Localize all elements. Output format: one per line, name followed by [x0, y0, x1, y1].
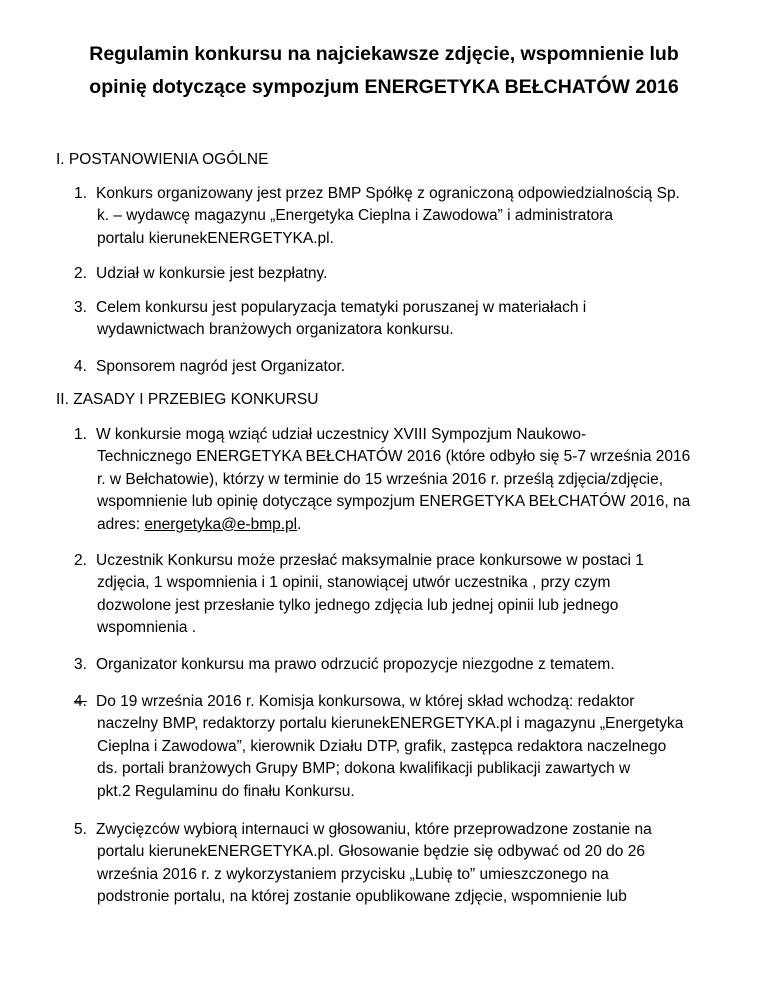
title-line: opinię dotyczące sympozjum ENERGETYKA BEŁCHATÓW 2016 — [89, 76, 679, 98]
rules-item-3: 3. Organizator konkursu ma prawo odrzucić propozycje niezgodne z tematem. — [74, 654, 714, 676]
email-link[interactable]: energetyka@e-bmp.pl — [144, 515, 298, 533]
item-number: 1. — [74, 185, 87, 202]
general-item-1: 1. Konkurs organizowany jest przez BMP Spółkę z ograniczoną odpowiedzialnością Sp. k. – wydawcę magazynu „Energetyka Cieplna i Zawodowa” i administratora portalu kierunekENERGETYKA.pl. — [74, 185, 680, 247]
item-number: 2. — [74, 552, 87, 569]
item-number: 4. — [74, 693, 87, 710]
general-item-3: 3. Celem konkursu jest popularyzacja tematyki poruszanej w materiałach i wydawnictwach branżowych organizatora konkursu. — [74, 299, 587, 339]
general-item-2: 2. Udział w konkursie jest bezpłatny. — [74, 263, 714, 285]
item-number: 2. — [74, 265, 87, 282]
title-line: Regulamin konkursu na najciekawsze zdjęcie, wspomnienie lub — [89, 43, 679, 65]
item-number: 5. — [74, 821, 87, 838]
general-item-4: 4. Sponsorem nagród jest Organizator. — [74, 356, 714, 378]
item-number: 3. — [74, 299, 87, 316]
rules-item-4: 4. Do 19 września 2016 r. Komisja konkursowa, w której skład wchodzą: redaktor naczelny BMP, redaktorzy portalu kierunekENERGETYKA.pl i magazynu „Energetyka Cieplna i Zawodowa”, kierownik Działu DTP, grafik, zastępca redaktora naczelnego ds. portali branżowych Grupy BMP; dokona kwalifikacji publikacji zawartych w pkt.2 Regulaminu do finału Konkursu. — [74, 693, 684, 800]
item-number: 3. — [74, 656, 87, 673]
item-number: 1. — [74, 426, 87, 443]
rules-item-1: 1. W konkursie mogą wziąć udział uczestnicy XVIII Sympozjum Naukowo- Technicznego ENERGETYKA BEŁCHATÓW 2016 (które odbyło się 5-7 września 2016 r. w Bełchatowie), którzy w terminie do 15 września 2016 r. prześlą zdjęcia/zdjęcie, wspomnienie lub opinię dotyczące sympozjum ENERGETYKA BEŁCHATÓW 2016, na adres: energetyka@e-bmp.pl. — [74, 426, 691, 533]
document-title — [40, 38, 728, 104]
item-number: 4. — [74, 358, 87, 375]
rules-item-5: 5. Zwycięzców wybiorą internauci w głosowaniu, które przeprowadzone zostanie na portalu kierunekENERGETYKA.pl. Głosowanie będzie się odbywać od 20 do 26 września 2016 r. z wykorzystaniem przycisku „Lubię to” umieszczonego na podstronie portalu, na której zostanie opublikowane zdjęcie, wspomnienie lub — [74, 821, 652, 906]
section-heading-general: I. POSTANOWIENIA OGÓLNE — [56, 151, 269, 168]
section-heading-rules: II. ZASADY I PRZEBIEG KONKURSU — [56, 391, 319, 408]
rules-item-2: 2. Uczestnik Konkursu może przesłać maksymalnie prace konkursowe w postaci 1 zdjęcia, 1 wspomnienia i 1 opinii, stanowiącej utwór uczestnika , przy czym dozwolone jest przesłanie tylko jednego zdjęcia lub jednej opinii lub jednego wspomnienia . — [74, 552, 644, 637]
